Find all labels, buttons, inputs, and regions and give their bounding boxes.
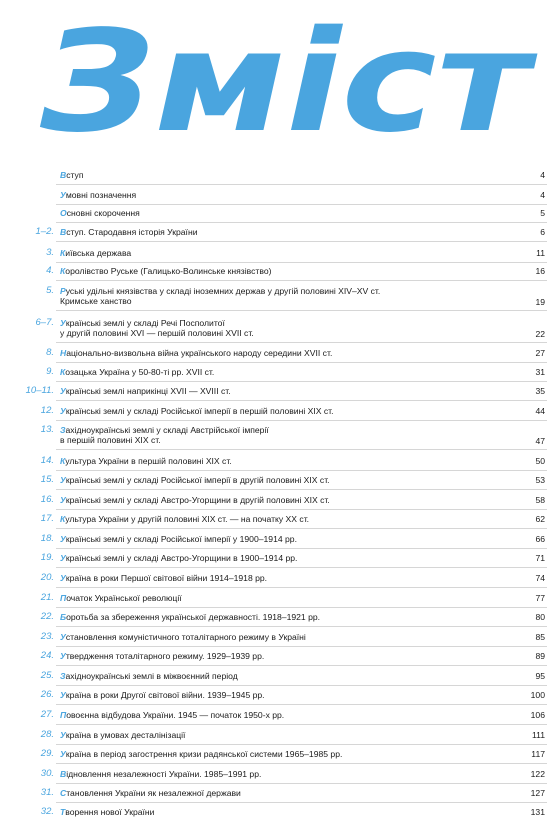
toc-entry-title: Україна в умовах десталінізації xyxy=(60,730,186,740)
toc-entry-page: 5 xyxy=(540,208,545,218)
toc-entry-page: 117 xyxy=(531,749,545,759)
toc-entry-title: Становлення України як незалежної держави xyxy=(60,788,241,798)
toc-entry xyxy=(0,769,553,781)
toc-entry-title: Західноукраїнські землі у складі Австрійської імперії в першій половині XIX ст. xyxy=(60,425,269,446)
toc-entry xyxy=(0,749,553,761)
toc-entry-title: Боротьба за збереження української державності. 1918–1921 рр. xyxy=(60,612,321,622)
toc-entry-title: Національно-визвольна війна українського народу середини XVII ст. xyxy=(60,348,333,358)
row-divider xyxy=(56,528,547,529)
toc-entry-page: 77 xyxy=(535,593,545,603)
row-divider xyxy=(56,420,547,421)
toc-entry-number: 23. xyxy=(40,631,54,642)
toc-entry-title: Культура України у другій половині XIX ст. — на початку XX ст. xyxy=(60,514,310,524)
toc-entry-title: Українські землі у складі Австро-Угорщини в другій половині XIX ст. xyxy=(60,495,330,505)
toc-entry xyxy=(0,227,553,239)
toc-entry-number: 6–7. xyxy=(35,317,54,328)
toc-entry xyxy=(0,208,553,220)
row-divider xyxy=(56,489,547,490)
toc-entry xyxy=(0,286,553,308)
row-divider xyxy=(56,626,547,627)
toc-entry-page: 100 xyxy=(530,690,545,700)
toc-entry-title: Козацька Україна у 50-80-ті рр. XVII ст. xyxy=(60,367,215,377)
row-divider xyxy=(56,607,547,608)
row-divider xyxy=(56,548,547,549)
toc-entry-title: Руські удільні князівства у складі іноземних держав у другій половині XIV–XV ст. Кримське ханство xyxy=(60,286,381,307)
toc-entry-page: 50 xyxy=(535,456,545,466)
row-divider xyxy=(56,704,547,705)
toc-entry-number: 17. xyxy=(40,513,54,524)
row-divider xyxy=(56,310,547,311)
toc-entry-page: 127 xyxy=(530,788,545,798)
toc-entry-number: 31. xyxy=(40,787,54,798)
toc-entry-title: Українські землі у складі Російської імперії в першій половині XIX ст. xyxy=(60,406,334,416)
toc-entry-title: Установлення комуністичного тоталітарного режиму в Україні xyxy=(60,632,306,642)
row-divider xyxy=(56,724,547,725)
toc-entry xyxy=(0,348,553,360)
toc-entry-title: Вступ xyxy=(60,170,84,180)
row-divider xyxy=(56,744,547,745)
toc-entry-number: 4. xyxy=(46,265,54,276)
toc-entry-number: 28. xyxy=(40,729,54,740)
row-divider xyxy=(56,184,547,185)
toc-entry xyxy=(0,710,553,722)
toc-entry-number: 27. xyxy=(40,709,54,720)
toc-entry-page: 111 xyxy=(531,730,545,740)
toc-entry xyxy=(0,651,553,663)
toc-entry xyxy=(0,573,553,585)
toc-entry-number: 19. xyxy=(40,552,54,563)
row-divider xyxy=(56,509,547,510)
row-divider xyxy=(56,646,547,647)
toc-entry-page: 27 xyxy=(535,348,545,358)
toc-entry-page: 19 xyxy=(535,297,545,307)
row-divider xyxy=(56,262,547,263)
row-divider xyxy=(56,763,547,764)
toc-entry xyxy=(0,248,553,260)
toc-entry-title: Українські землі у складі Російської імперії у 1900–1914 рр. xyxy=(60,534,297,544)
toc-entry-title: Початок Української революції xyxy=(60,593,182,603)
toc-entry-page: 106 xyxy=(530,710,545,720)
title-text: Зміст xyxy=(38,2,538,152)
toc-entry xyxy=(0,671,553,683)
toc-entry-number: 29. xyxy=(40,748,54,759)
toc-entry xyxy=(0,170,553,182)
toc-entry xyxy=(0,456,553,468)
toc-entry-page: 66 xyxy=(535,534,545,544)
toc-entry xyxy=(0,475,553,487)
toc-entry-page: 95 xyxy=(535,671,545,681)
toc-entry-title: Україна в роки Другої світової війни. 1939–1945 рр. xyxy=(60,690,265,700)
toc-entry-number: 18. xyxy=(40,533,54,544)
toc-entry-number: 10–11. xyxy=(25,385,54,396)
row-divider xyxy=(56,567,547,568)
toc-entry xyxy=(0,690,553,702)
toc-entry-page: 4 xyxy=(540,190,545,200)
row-divider xyxy=(56,685,547,686)
toc-entry xyxy=(0,730,553,742)
toc-entry-title: Культура України в першій половині XIX ст. xyxy=(60,456,232,466)
toc-entry-title: Творення нової України xyxy=(60,807,155,817)
toc-entry-page: 11 xyxy=(536,248,545,258)
toc-entry-number: 16. xyxy=(40,494,54,505)
toc-entry-title: Київська держава xyxy=(60,248,132,258)
row-divider xyxy=(56,665,547,666)
toc-entry-number: 8. xyxy=(46,347,54,358)
toc-entry xyxy=(0,406,553,418)
toc-entry xyxy=(0,266,553,278)
toc-entry-title: Західноукраїнські землі в міжвоєнний період xyxy=(60,671,238,681)
toc-entry-number: 20. xyxy=(40,572,54,583)
toc-entry-title: Основні скорочення xyxy=(60,208,140,218)
title-lettering xyxy=(30,2,540,152)
row-divider xyxy=(56,362,547,363)
toc-entry-page: 47 xyxy=(535,436,545,446)
toc-entry xyxy=(0,553,553,565)
toc-entry-page: 53 xyxy=(535,475,545,485)
row-divider xyxy=(56,280,547,281)
toc-entry-number: 15. xyxy=(40,474,54,485)
toc-entry-title: Повоєнна відбудова України. 1945 — початок 1950-х рр. xyxy=(60,710,285,720)
row-divider xyxy=(56,783,547,784)
row-divider xyxy=(56,241,547,242)
row-divider xyxy=(56,449,547,450)
toc-entry-title: Королівство Руське (Галицько-Волинське князівство) xyxy=(60,266,272,276)
toc-entry-page: 71 xyxy=(535,553,545,563)
toc-entry-number: 3. xyxy=(46,247,54,258)
toc-entry-page: 85 xyxy=(535,632,545,642)
toc-entry-page: 16 xyxy=(535,266,545,276)
row-divider xyxy=(56,381,547,382)
toc-entry-title: Україна в період загострення кризи радянської системи 1965–1985 рр. xyxy=(60,749,343,759)
row-divider xyxy=(56,587,547,588)
toc-entry-page: 44 xyxy=(535,406,545,416)
toc-entry xyxy=(0,514,553,526)
row-divider xyxy=(56,342,547,343)
toc-entry-page: 62 xyxy=(535,514,545,524)
toc-entry xyxy=(0,495,553,507)
page-title xyxy=(30,2,540,152)
toc-entry-number: 14. xyxy=(40,455,54,466)
toc-entry-title: Українські землі у складі Австро-Угорщини в 1900–1914 рр. xyxy=(60,553,298,563)
toc-entry-page: 89 xyxy=(535,651,545,661)
toc-entry-page: 6 xyxy=(540,227,545,237)
toc-entry-title: Відновлення незалежності України. 1985–1991 рр. xyxy=(60,769,262,779)
toc-entry-number: 21. xyxy=(40,592,54,603)
toc-entry-page: 74 xyxy=(535,573,545,583)
toc-entry-title: Утвердження тоталітарного режиму. 1929–1939 рр. xyxy=(60,651,265,661)
toc-entry-page: 80 xyxy=(535,612,545,622)
toc-entry xyxy=(0,534,553,546)
toc-entry-title: Україна в роки Першої світової війни 1914–1918 рр. xyxy=(60,573,268,583)
toc-entry-title: Умовні позначення xyxy=(60,190,137,200)
toc-entry-number: 5. xyxy=(46,285,54,296)
toc-entry-page: 58 xyxy=(535,495,545,505)
toc-entry-number: 9. xyxy=(46,366,54,377)
toc-entry xyxy=(0,367,553,379)
toc-entry xyxy=(0,807,553,819)
toc-entry-page: 31 xyxy=(535,367,545,377)
toc-entry xyxy=(0,593,553,605)
row-divider xyxy=(56,470,547,471)
toc-entry-page: 122 xyxy=(530,769,545,779)
toc-entry-title: Українські землі у складі Російської імперії в другій половині XIX ст. xyxy=(60,475,330,485)
toc-entry xyxy=(0,425,553,447)
toc-entry-number: 22. xyxy=(40,611,54,622)
toc-entry-page: 22 xyxy=(535,329,545,339)
row-divider xyxy=(56,204,547,205)
toc-entry-page: 131 xyxy=(530,807,545,817)
toc-entry-number: 30. xyxy=(40,768,54,779)
toc-entry-page: 4 xyxy=(540,170,545,180)
toc-entry-title: Українські землі у складі Речі Посполитої у другій половині XVI — першій половині XVII ст. xyxy=(60,318,254,339)
row-divider xyxy=(56,802,547,803)
toc-entry-number: 32. xyxy=(40,806,54,817)
toc-entry xyxy=(0,190,553,202)
toc-entry-number: 26. xyxy=(40,689,54,700)
toc-entry-number: 1–2. xyxy=(35,226,54,237)
row-divider xyxy=(56,400,547,401)
row-divider xyxy=(56,222,547,223)
toc-entry-title: Українські землі наприкінці XVII — XVIII ст. xyxy=(60,386,231,396)
toc-entry-page: 35 xyxy=(535,386,545,396)
toc-entry xyxy=(0,318,553,340)
toc-entry-title: Вступ. Стародавня історія України xyxy=(60,227,198,237)
toc-entry-number: 13. xyxy=(40,424,54,435)
toc-entry-number: 25. xyxy=(40,670,54,681)
toc-entry-number: 12. xyxy=(40,405,54,416)
toc-entry xyxy=(0,386,553,398)
toc-entry-number: 24. xyxy=(40,650,54,661)
toc-entry xyxy=(0,788,553,800)
toc-entry xyxy=(0,632,553,644)
toc-entry xyxy=(0,612,553,624)
